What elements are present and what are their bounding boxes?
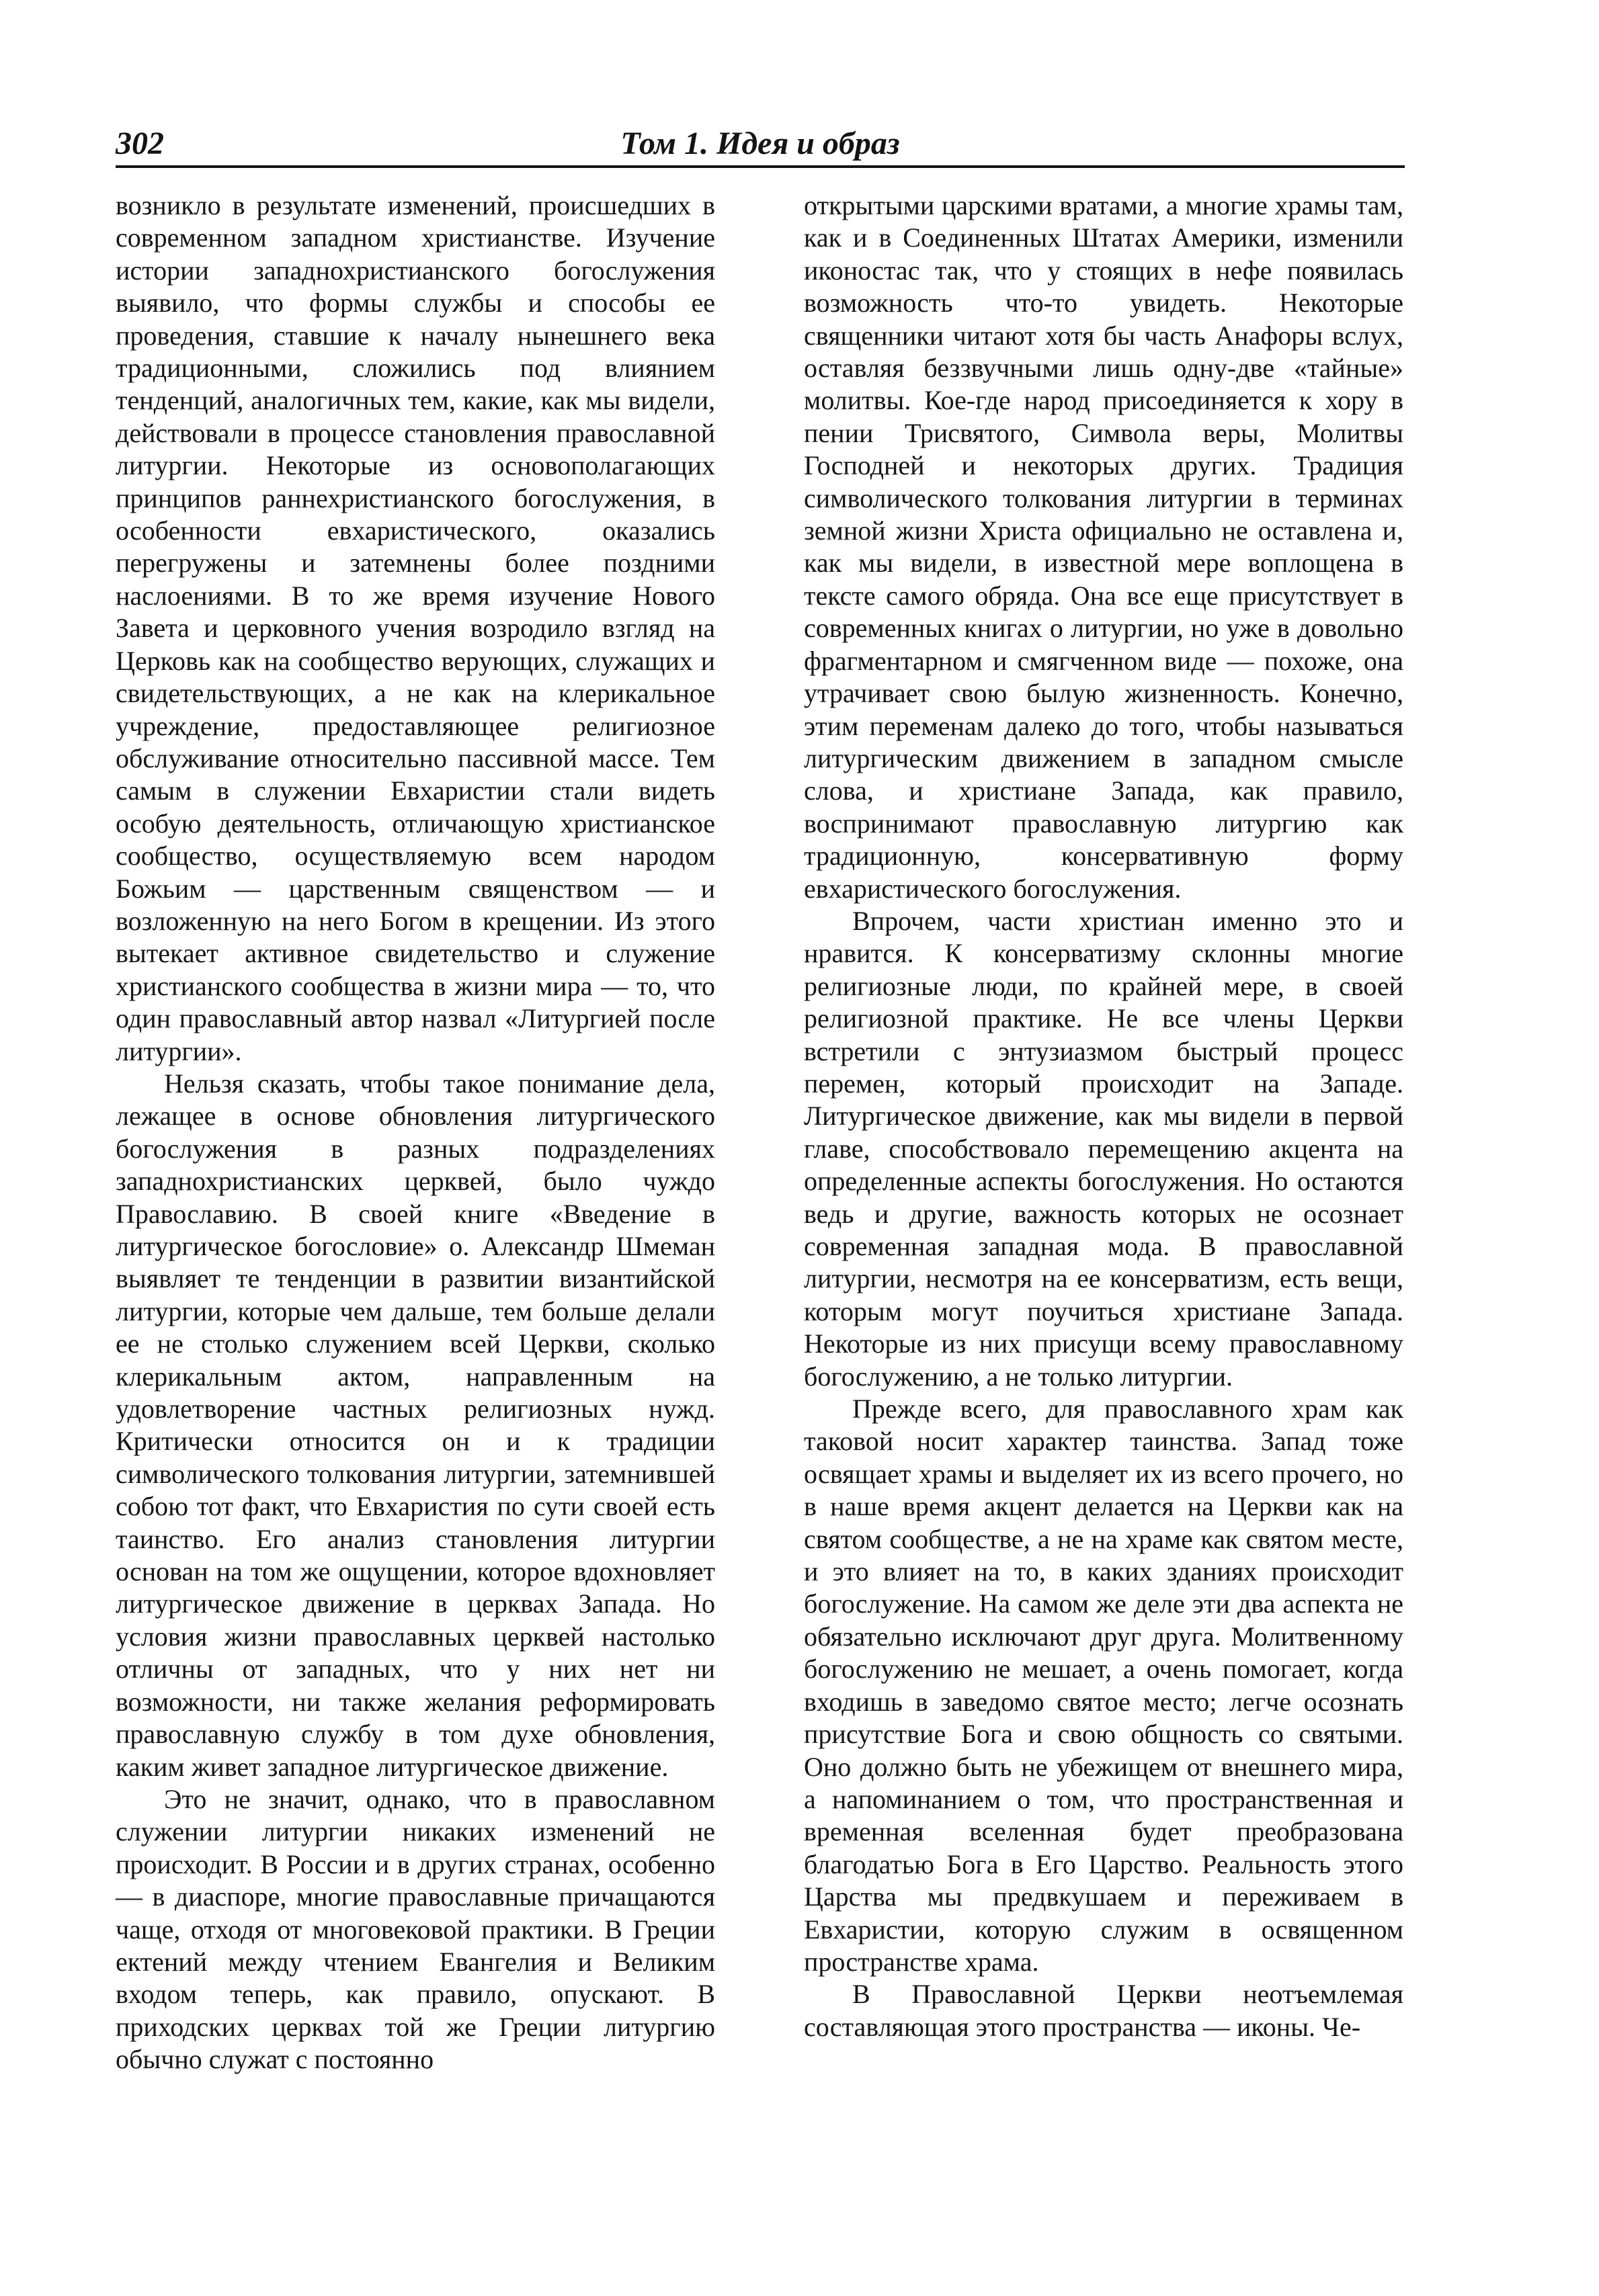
paragraph: В Православной Церкви неотъемлемая составляющая этого пространства — иконы. Че- bbox=[804, 1979, 1403, 2042]
paragraph: Впрочем, части христиан именно это и нравится. К консерватизму склонны многие религиозные люди, по крайней мере, в своей религиозной практике. Не все члены Церкви встретили с энтузиазмом быстрый процесс перемен, который происходит на Западе. Литургическое движение, как мы видели в первой главе, способствовало перемещению акцента на определенные аспекты богослужения. Но остаются ведь и другие, важность которых не осознает современная западная мода. В православной литургии, несмотря на ее консерватизм, есть вещи, которым могут поучиться христиане Запада. Некоторые из них присущи всему православному богослужению, а не только литургии. bbox=[804, 905, 1403, 1392]
paragraph: Прежде всего, для православного храм как таковой носит характер таинства. Запад тоже освящает храмы и выделяет их из всего прочего, но в наше время акцент делается на Церкви как на святом сообществе, а не на храме как святом месте, и это влияет на то, в каких зданиях происходит богослужение. На самом же деле эти два аспекта не обязательно исключают друг друга. Молитвенному богослужению не мешает, а очень помогает, когда входишь в заведомо святое место; легче осознать присутствие Бога и свою общность со святыми. Оно должно быть не убежищем от внешнего мира, а напоминанием о том, что пространственная и временная вселенная будет преобразована благодатью Бога в Его Царство. Реальность этого Царства мы предвкушаем и переживаем в Евхаристии, которую служим в освященном пространстве храма. bbox=[804, 1394, 1403, 1977]
paragraph: Нельзя сказать, чтобы такое понимание дела, лежащее в основе обновления литургического богослужения в разных подразделениях западнохристианских церквей, было чуждо Православию. В своей книге «Введение в литургическое богословие» о. Александр Шмеман выявляет те тенденции в развитии византийской литургии, которые чем дальше, тем больше делали ее не столько служением всей Церкви, сколько клерикальным актом, направленным на удовлетворение частных религиозных нужд. Критически относится он и к традиции символического толкования литургии, затемнившей собою тот факт, что Евхаристия по сути своей есть таинство. Его анализ становления литургии основан на том же ощущении, которое вдохновляет литургическое движение в церквах Запада. Но условия жизни православных церквей настолько отличны от западных, что у них нет ни возможности, ни также желания реформировать православную службу в том духе обновления, каким живет западное литургическое движение. bbox=[116, 1068, 715, 1782]
paragraph: Это не значит, однако, что в православном служении литургии никаких изменений не происходит. В России и в других странах, особенно — в диаспоре, многие православные причащаются чаще, отходя от многовековой практики. В Греции ектений между чтением Евангелия и Великим входом теперь, как правило, опускают. В приходских церквах той же Греции литургию обычно служат с постоянно bbox=[116, 1783, 715, 2075]
paragraph: открытыми царскими вратами, а многие храмы там, как и в Соединенных Штатах Америки, изменили иконостас так, что у стоящих в нефе появилась возможность что-то увидеть. Некоторые священники читают хотя бы часть Анафоры вслух, оставляя беззвучными лишь одну-две «тайные» молитвы. Кое-где народ присоединяется к хору в пении Трисвятого, Символа веры, Молитвы Господней и некоторых других. Традиция символического толкования литургии в терминах земной жизни Христа официально не оставлена и, как мы видели, в известной мере воплощена в тексте самого обряда. Она все еще присутствует в современных книгах о литургии, но уже в довольно фрагментарном и смягченном виде — похоже, она утрачивает свою былую жизненность. Конечно, этим переменам далеко до того, чтобы называться литургическим движением в западном смысле слова, и христиане Запада, как правило, воспринимают православную литургию как традиционную, консервативную форму евхаристического богослужения. bbox=[804, 190, 1403, 904]
page-header bbox=[116, 125, 1405, 168]
page-number: 302 bbox=[116, 126, 164, 161]
right-column bbox=[804, 189, 1403, 2043]
left-column bbox=[116, 189, 715, 2076]
running-title: Том 1. Идея и образ bbox=[620, 126, 900, 161]
paragraph: возникло в результате изменений, происшедших в современном западном христианстве. Изучение истории западнохристианского богослужения выявило, что формы службы и способы ее проведения, ставшие к началу нынешнего века традиционными, сложились под влиянием тенденций, аналогичных тем, какие, как мы видели, действовали в процессе становления православной литургии. Некоторые из основополагающих принципов раннехристианского богослужения, в особенности евхаристического, оказались перегружены и затемнены более поздними наслоениями. В то же время изучение Нового Завета и церковного учения возродило взгляд на Церковь как на сообщество верующих, служащих и свидетельствующих, а не как на клерикальное учреждение, предоставляющее религиозное обслуживание относительно пассивной массе. Тем самым в служении Евхаристии стали видеть особую деятельность, отличающую христианское сообщество, осуществляемую всем народом Божьим — царственным священством — и возложенную на него Богом в крещении. Из этого вытекает активное свидетельство и служение христианского сообщества в жизни мира — то, что один православный автор назвал «Литургией после литургии». bbox=[116, 190, 715, 1066]
